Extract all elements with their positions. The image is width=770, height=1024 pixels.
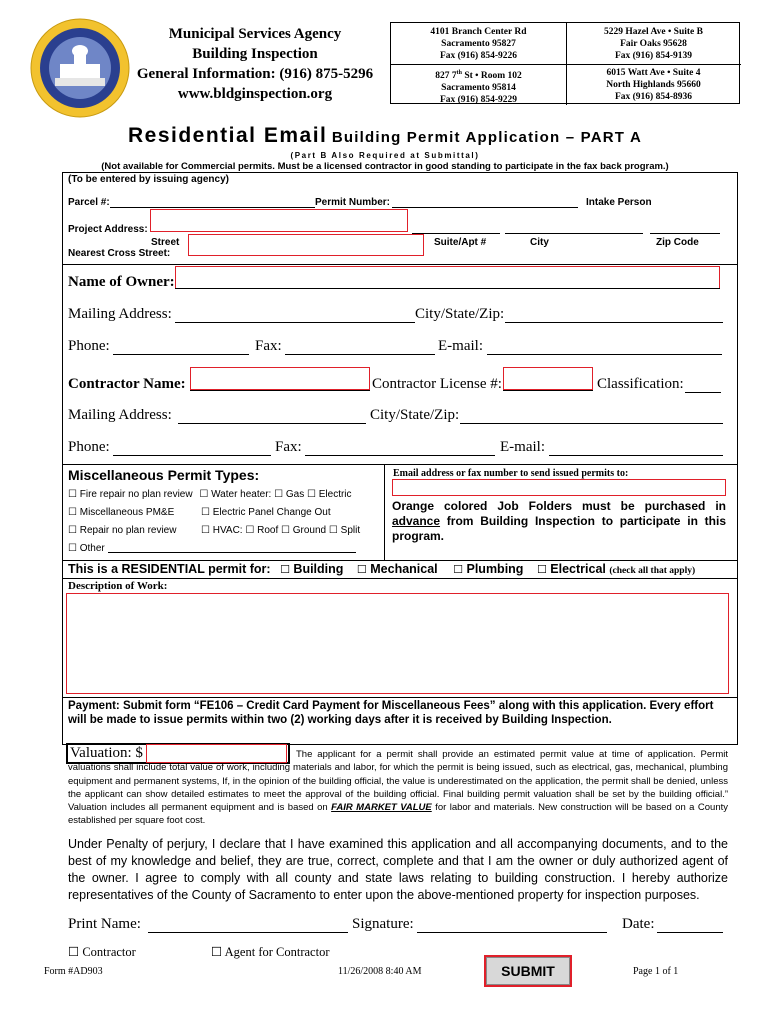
job-folder-notice: Orange colored Job Folders must be purchased in advance from Building Inspection to participate in this program. [392,499,726,543]
agent-option-label: Agent for Contractor [224,945,330,959]
agency-name: Municipal Services Agency [168,26,342,42]
residential-label: This is a RESIDENTIAL permit for: [68,562,271,576]
cross-street-input[interactable] [188,234,424,256]
page-number: Page 1 of 1 [633,966,679,977]
contractor-name-label: Contractor Name: [68,376,186,392]
building-label: Building [293,562,344,576]
fire-repair-checkbox[interactable]: ☐ [68,489,77,500]
contractor-checkbox[interactable]: ☐ [68,944,80,959]
contractor-fax-label: Fax: [275,439,302,455]
intake-person-label: Intake Person [586,197,652,208]
owner-mailing-label: Mailing Address: [68,306,172,322]
signature-label: Signature: [352,916,414,932]
form-timestamp: 11/26/2008 8:40 AM [338,966,422,977]
contractor-license-input[interactable] [503,367,593,390]
form-title [0,124,770,148]
electrical-checkbox[interactable]: ☐ [536,563,547,576]
date-label: Date: [622,916,655,932]
roof-checkbox[interactable]: ☐ [245,525,255,536]
building-checkbox[interactable]: ☐ [280,563,290,576]
contractor-email-label: E-mail: [500,439,545,455]
part-b-note: (Part B Also Required at Submittal) [290,151,480,160]
valuation-label: Valuation: $ [70,745,143,761]
office-3-line1: 827 7th St • Room 102 [435,70,522,82]
other-label: Other [79,543,105,554]
general-info-phone: General Information: (916) 875-5296 [136,66,374,82]
other-checkbox[interactable]: ☐ [68,543,77,554]
project-address-label: Project Address: [68,224,148,235]
hvac-label: HVAC: [212,525,243,536]
zip-label: Zip Code [656,237,699,248]
office-addresses [390,22,740,104]
form-number: Form #AD903 [44,966,103,977]
misc-pme-checkbox[interactable]: ☐ [68,507,77,518]
misc-pme-label: Miscellaneous PM&E [79,507,175,518]
title-sub: Building Permit Application – PART A [331,129,642,146]
roof-label: Roof [257,525,279,536]
hvac-checkbox[interactable]: ☐ [201,525,210,536]
declaration-text: Under Penalty of perjury, I declare that I have examined this application and all accompanying documents, and to the best of my knowledge and belief, they are true, correct, complete and that I am the owner or duly authorized agent of the owner. I agree to comply with all county and state laws relating to building construction. I hereby authorize representatives of the County of Sacramento to enter upon the above-mentioned property for inspection purposes. [68,837,728,902]
office-1-line2: Sacramento 95827 [441,39,516,49]
office-2-fax: Fax (916) 854-9139 [614,51,693,61]
valuation-text: The applicant for a permit shall provide an estimated permit value at time of application. Permit valuations shall include total value of work, including materials and labor, for which the permit is being issued, such as electrical, gas, mechanical, plumbing equipment and permanent systems, If, in the opinion of the building official, the value is underestimated on the application, the permit shall be denied, unless the applicant can show detailed estimates to meet the approval of the building official. Final building permit valuation shall be set by the building official.” Valuation includes all permanent equipment and is based on FAIR MARKET VALUE for labor and materials. New construction will be based on a County established per square foot cost. [68,749,729,827]
repair-checkbox[interactable]: ☐ [68,525,77,536]
misc-permit-heading: Miscellaneous Permit Types: [68,467,260,483]
ground-label: Ground [292,525,327,536]
classification-label: Classification: [597,376,684,392]
email-fax-input[interactable] [392,479,726,496]
owner-phone-label: Phone: [68,338,110,354]
city-label: City [530,237,549,248]
gas-label: Gas [285,489,305,500]
title-main: Residential Email [127,124,328,147]
gas-checkbox[interactable]: ☐ [274,489,284,500]
contractor-license-label: Contractor License #: [372,376,502,392]
owner-email-label: E-mail: [438,338,483,354]
county-seal-icon [30,18,130,118]
contractor-option-label: Contractor [82,945,136,959]
contractor-phone-label: Phone: [68,439,110,455]
plumbing-label: Plumbing [466,562,524,576]
office-2-line1: 5229 Hazel Ave • Suite B [604,27,703,37]
office-4-line2: North Highlands 95660 [606,80,701,90]
owner-name-input[interactable] [175,266,720,289]
office-3-line2: Sacramento 95814 [441,83,516,94]
cross-street-label: Nearest Cross Street: [68,248,171,259]
office-1-fax: Fax (916) 854-9226 [439,51,518,61]
project-address-input[interactable] [150,209,408,232]
split-checkbox[interactable]: ☐ [328,525,338,536]
website: www.bldginspection.org [177,86,333,102]
owner-fax-label: Fax: [255,338,282,354]
description-label: Description of Work: [68,580,168,592]
office-2-line2: Fair Oaks 95628 [620,39,687,49]
electric-label: Electric [318,489,352,500]
check-all-note: (check all that apply) [609,566,696,576]
contractor-city-label: City/State/Zip: [370,407,460,423]
mechanical-checkbox[interactable]: ☐ [356,563,367,576]
electrical-label: Electrical [550,562,606,576]
water-heater-label: Water heater: [211,489,272,500]
street-label: Street [151,237,180,248]
office-4-line1: 6015 Watt Ave • Suite 4 [606,68,701,78]
print-name-label: Print Name: [68,916,141,932]
ground-checkbox[interactable]: ☐ [281,525,290,536]
agency-use-note: (To be entered by issuing agency) [68,174,229,185]
payment-note: Payment: Submit form “FE106 – Credit Card Payment for Miscellaneous Fees” along with this application. Every effort will be made to issue permits within two (2) working days after it is received by Building Inspection. [68,700,714,726]
office-3-fax: Fax (916) 854-9229 [439,95,518,106]
office-4-fax: Fax (916) 854-8936 [614,92,693,102]
panel-change-label: Electric Panel Change Out [212,507,331,518]
description-input[interactable] [66,593,729,694]
agent-checkbox[interactable]: ☐ [211,944,223,959]
permit-number-label: Permit Number: [315,197,391,208]
office-1-line1: 4101 Branch Center Rd [430,27,527,37]
division-name: Building Inspection [192,46,318,62]
eligibility-note: (Not available for Commercial permits. Must be a licensed contractor in good standing to participate in the fax back program.) [101,161,669,172]
submit-button[interactable]: SUBMIT [484,955,572,987]
mechanical-label: Mechanical [370,562,438,576]
parcel-label: Parcel #: [68,197,110,208]
owner-city-label: City/State/Zip: [415,306,505,322]
owner-name-label: Name of Owner: [68,274,175,290]
repair-label: Repair no plan review [79,525,177,536]
panel-change-checkbox[interactable]: ☐ [201,507,210,518]
fire-repair-label: Fire repair no plan review [79,489,193,500]
suite-label: Suite/Apt # [434,237,487,248]
contractor-name-input[interactable] [190,367,370,390]
plumbing-checkbox[interactable]: ☐ [453,563,464,576]
water-heater-checkbox[interactable]: ☐ [199,489,209,500]
electric-checkbox[interactable]: ☐ [306,489,316,500]
email-fax-label: Email address or fax number to send issued permits to: [393,468,629,479]
contractor-mailing-label: Mailing Address: [68,407,172,423]
split-label: Split [340,525,361,536]
